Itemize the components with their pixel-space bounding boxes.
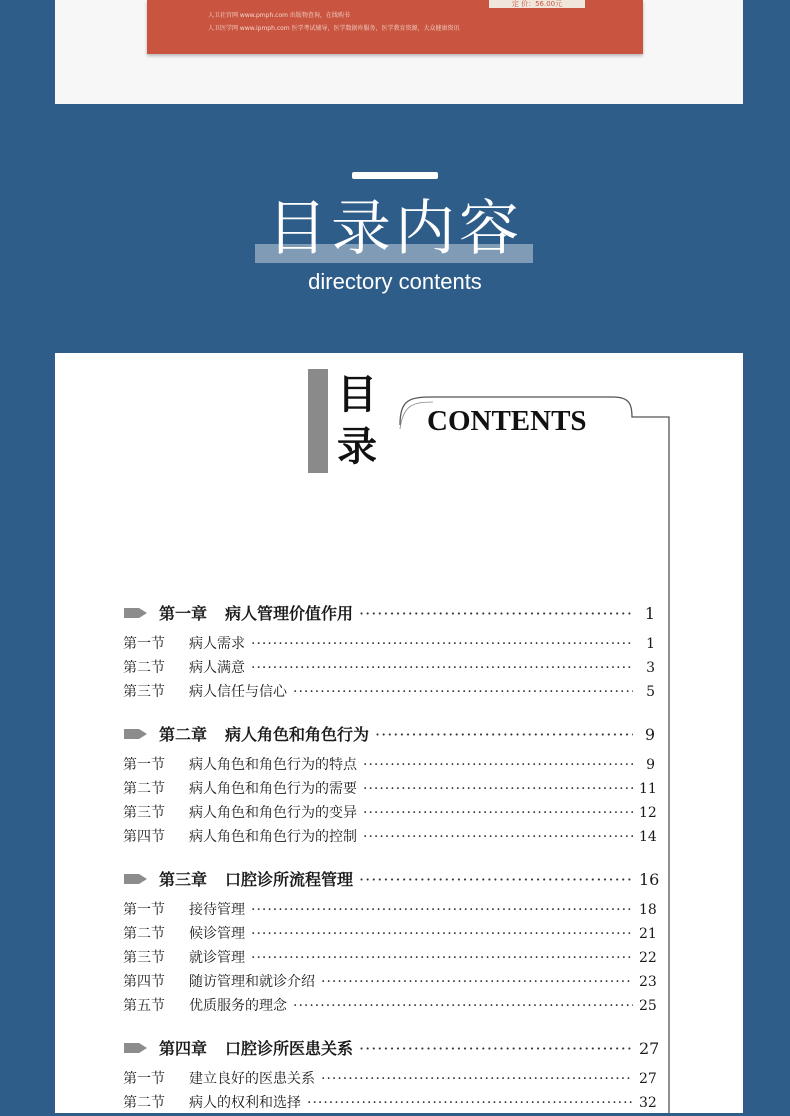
chapter-title: 口腔诊所流程管理 — [225, 870, 354, 889]
toc-section[interactable] — [123, 995, 655, 1019]
section-page: 9 — [646, 757, 655, 773]
section-number: 第三节 — [123, 950, 165, 966]
section-page: 3 — [646, 660, 655, 676]
section-number: 第三节 — [123, 805, 165, 821]
chapter-arrow-icon — [123, 1040, 149, 1056]
leader-dots — [359, 870, 633, 889]
section-title: 候诊管理 — [189, 926, 245, 942]
toc-section[interactable] — [123, 1092, 655, 1116]
toc-section[interactable] — [123, 971, 655, 995]
leader-dots — [359, 1039, 633, 1058]
heading-bar — [352, 172, 438, 179]
toc-chapter[interactable] — [123, 867, 660, 891]
book-cover — [147, 0, 643, 54]
leader-dots — [321, 974, 633, 990]
toc-section[interactable] — [123, 899, 655, 923]
section-number: 第三节 — [123, 684, 165, 700]
chapter-title: 口腔诊所医患关系 — [225, 1039, 354, 1058]
chapter-gap — [123, 705, 655, 722]
chapter-page: 9 — [644, 725, 655, 744]
leader-dots — [251, 926, 633, 942]
chapter-number: 第二章 — [159, 725, 208, 744]
leader-dots — [321, 1071, 633, 1087]
section-page: 27 — [639, 1071, 657, 1087]
section-page: 12 — [639, 805, 657, 821]
mulu-char-1: 目 — [337, 371, 377, 418]
toc-section[interactable] — [123, 1068, 655, 1092]
top-panel — [55, 0, 743, 104]
section-number: 第二节 — [123, 660, 165, 676]
section-title: 病人角色和角色行为的变异 — [189, 805, 357, 821]
leader-dots — [251, 660, 633, 676]
chapter-arrow-icon — [123, 726, 149, 742]
section-title: 目录内容 — [267, 194, 523, 264]
section-number: 第一节 — [123, 1071, 165, 1087]
chapter-title: 病人角色和角色行为 — [225, 725, 370, 744]
toc-section[interactable] — [123, 923, 655, 947]
section-page: 32 — [639, 1095, 657, 1111]
chapter-number: 第三章 — [159, 870, 208, 889]
section-title: 病人角色和角色行为的控制 — [189, 829, 357, 845]
section-title: 随访管理和就诊介绍 — [189, 974, 315, 990]
section-title: 就诊管理 — [189, 950, 245, 966]
section-number: 第一节 — [123, 757, 165, 773]
leader-dots — [293, 998, 633, 1014]
leader-dots — [251, 636, 633, 652]
contents-label: CONTENTS — [427, 405, 587, 437]
toc-list — [123, 601, 660, 1116]
cover-line-1: 人卫社官网 www.pmph.com 出版物查询，在线购书 — [208, 12, 350, 19]
section-page: 14 — [639, 829, 657, 845]
chapter-page: 1 — [644, 604, 655, 623]
section-title: 优质服务的理念 — [189, 998, 287, 1014]
leader-dots — [363, 805, 633, 821]
toc-section[interactable] — [123, 947, 655, 971]
section-number: 第五节 — [123, 998, 165, 1014]
cover-price: 定 价：56.00元 — [489, 0, 585, 8]
cover-line-2: 人卫医学网 www.ipmph.com 医学考试辅导，医学数据库服务，医学教育资源，大众健康资讯 — [208, 25, 460, 32]
mulu-char-2: 录 — [337, 423, 377, 470]
leader-dots — [359, 604, 633, 623]
section-page: 23 — [639, 974, 657, 990]
section-page: 18 — [639, 902, 657, 918]
section-number: 第二节 — [123, 781, 165, 797]
section-page: 21 — [639, 926, 657, 942]
section-number: 第二节 — [123, 926, 165, 942]
section-subtitle: directory contents — [308, 269, 482, 294]
section-number: 第一节 — [123, 902, 165, 918]
toc-section[interactable] — [123, 778, 655, 802]
section-page: 25 — [639, 998, 657, 1014]
section-number: 第二节 — [123, 1095, 165, 1111]
leader-dots — [307, 1095, 633, 1111]
chapter-title: 病人管理价值作用 — [225, 604, 354, 623]
toc-section[interactable] — [123, 826, 655, 850]
section-page: 5 — [646, 684, 655, 700]
toc-section[interactable] — [123, 754, 655, 778]
leader-dots — [293, 684, 633, 700]
toc-chapter[interactable] — [123, 601, 655, 625]
section-title: 病人满意 — [189, 660, 245, 676]
leader-dots — [363, 757, 633, 773]
toc-section[interactable] — [123, 681, 655, 705]
section-title: 病人角色和角色行为的需要 — [189, 781, 357, 797]
leader-dots — [251, 950, 633, 966]
section-title: 病人角色和角色行为的特点 — [189, 757, 357, 773]
section-title: 病人需求 — [189, 636, 245, 652]
toc-section[interactable] — [123, 657, 655, 681]
chapter-gap — [123, 1019, 655, 1036]
chapter-arrow-icon — [123, 605, 149, 621]
chapter-page: 27 — [639, 1039, 660, 1058]
section-page: 1 — [646, 636, 655, 652]
section-number: 第四节 — [123, 974, 165, 990]
toc-section[interactable] — [123, 633, 655, 657]
chapter-number: 第一章 — [159, 604, 208, 623]
section-page: 11 — [639, 781, 657, 797]
section-page: 22 — [639, 950, 657, 966]
toc-section[interactable] — [123, 802, 655, 826]
toc-chapter[interactable] — [123, 722, 655, 746]
leader-dots — [251, 902, 633, 918]
leader-dots — [363, 781, 633, 797]
section-number: 第一节 — [123, 636, 165, 652]
chapter-arrow-icon — [123, 871, 149, 887]
toc-page — [55, 353, 743, 1113]
section-title: 病人信任与信心 — [189, 684, 287, 700]
chapter-number: 第四章 — [159, 1039, 208, 1058]
chapter-gap — [123, 850, 655, 867]
chapter-page: 16 — [639, 870, 660, 889]
section-title: 病人的权利和选择 — [189, 1095, 301, 1111]
section-title: 建立良好的医患关系 — [189, 1071, 315, 1087]
leader-dots — [363, 829, 633, 845]
toc-chapter[interactable] — [123, 1036, 660, 1060]
leader-dots — [375, 725, 633, 744]
section-number: 第四节 — [123, 829, 165, 845]
section-title: 接待管理 — [189, 902, 245, 918]
